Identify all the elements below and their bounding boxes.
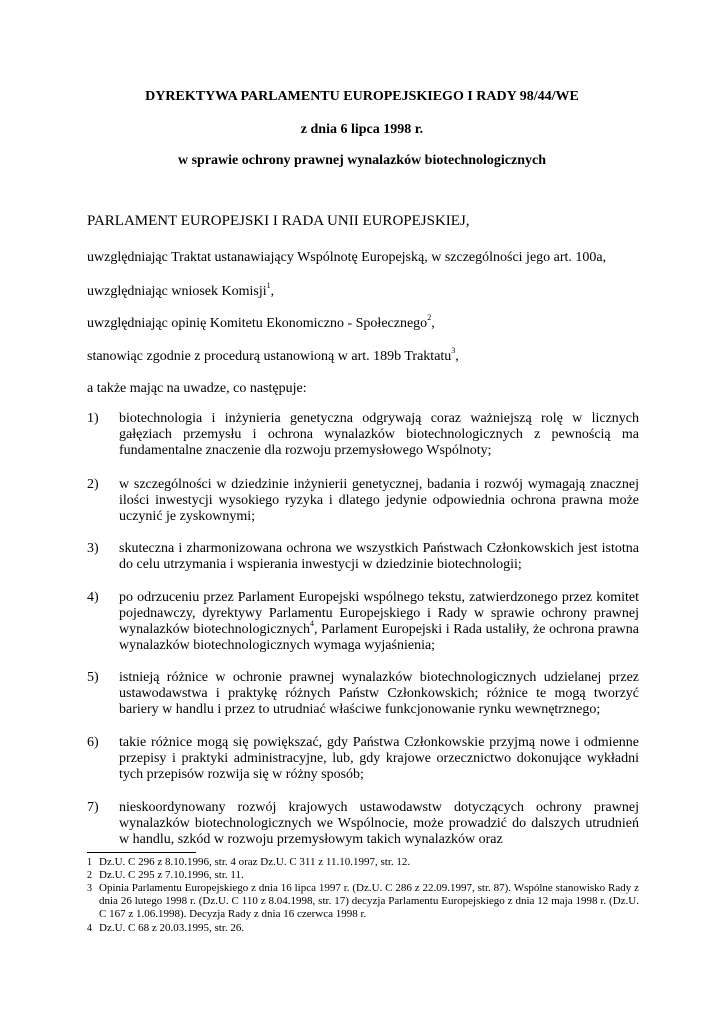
preamble-text: uwzględniając opinię Komitetu Ekonomiczno - Społecznego	[87, 316, 428, 331]
recital-item	[87, 670, 639, 718]
document-title: DYREKTYWA PARLAMENTU EUROPEJSKIEGO I RADY 98/44/WE	[145, 89, 579, 104]
recital-text: w szczególności w dziedzinie inżynierii genetycznej, badania i rozwój wymagają znacznej ilości inwestycji wysokiego ryzyka i dlatego jedynie odpowiednia ochrona prawna może uczynić je zyskownymi;	[119, 477, 639, 524]
footnote-text: Opinia Parlamentu Europejskiego z dnia 16 lipca 1997 r. (Dz.U. C 286 z 22.09.1997, str. 87). Wspólne stanowisko Rady z dnia 26 lutego 1998 r. (Dz.U. C 110 z 8.04.1998, str. 17) decyzja Parlamentu Europejskiego z dnia 12 maja 1998 r. (Dz.U. C 167 z 1.06.1998). Decyzja Rady z dnia 16 czerwca 1998 r.	[99, 882, 639, 920]
preamble-text: uwzględniając wniosek Komisji	[87, 284, 267, 299]
recital-item	[87, 541, 639, 573]
preamble-paragraph	[87, 346, 647, 365]
recital-number: 1)	[87, 411, 99, 426]
document-date: z dnia 6 lipca 1998 r.	[300, 122, 424, 137]
recital-item	[87, 735, 639, 783]
footnote	[87, 869, 639, 882]
recital-text-part: po odrzuceniu przez Parlament Europejski wspólnego tekstu, zatwierdzonego przez komitet pojednawczy, dyrektywy Parlamentu Europejskiego i Rady w sprawie ochrony prawnej wynalazków biotechnologicznych	[119, 590, 639, 637]
footnote-separator	[87, 852, 196, 853]
document-subject: w sprawie ochrony prawnej wynalazków biotechnologicznych	[177, 153, 547, 168]
preamble-paragraph	[87, 281, 647, 300]
recital-item	[87, 411, 639, 459]
preamble-punct: ,	[431, 316, 435, 331]
preamble-punct: ,	[455, 349, 459, 364]
recital-number: 2)	[87, 477, 99, 492]
recital-number: 6)	[87, 735, 99, 750]
recital-number: 7)	[87, 800, 99, 815]
footnote-ref: 4	[310, 619, 314, 629]
preamble-punct: ,	[270, 284, 275, 299]
preamble-text: stanowiąc zgodnie z procedurą ustanowioną w art. 189b Traktatu	[87, 349, 452, 364]
preamble-paragraph: a także mając na uwadze, co następuje:	[87, 381, 307, 396]
recital-text: istnieją różnice w ochronie prawnej wynalazków biotechnologicznych udzielanej przez ustawodawstwa i praktykę różnych Państw Członkowskich; różnice te mogą tworzyć bariery w handlu i przez to utrudniać właściwe funkcjonowanie rynku wewnętrznego;	[119, 670, 639, 717]
footnote-ref: 3	[451, 346, 456, 356]
recital-text: skuteczna i zharmonizowana ochrona we wszystkich Państwach Członkowskich jest istotna do celu utrzymania i wspierania inwestycji w dziedzinie biotechnologii;	[119, 541, 639, 572]
preamble-paragraph: uwzględniając Traktat ustanawiający Wspólnotę Europejską, w szczególności jego art. 100a,	[87, 250, 607, 265]
recital-number: 3)	[87, 541, 99, 556]
footnote	[87, 922, 639, 935]
recital-item	[87, 477, 639, 525]
recital-text: nieskoordynowany rozwój krajowych ustawodawstw dotyczących ochrony prawnej wynalazków biotechnologicznych we Wspólnocie, może prowadzić do dalszych utrudnień w handlu, szkód w rozwoju przemysłowym takich wynalazków oraz	[119, 800, 639, 847]
recital-text	[119, 590, 639, 654]
recital-number: 4)	[87, 590, 99, 605]
footnote-ref: 2	[427, 313, 432, 323]
footnote-number: 1	[87, 857, 92, 868]
footnote-number: 4	[87, 923, 92, 934]
footnote-ref: 1	[266, 281, 271, 291]
footnote	[87, 882, 639, 921]
footnote	[87, 856, 639, 869]
footnote-number: 3	[87, 883, 92, 894]
preamble-paragraph	[87, 313, 647, 332]
preamble-authors: PARLAMENT EUROPEJSKI I RADA UNII EUROPEJSKIEJ,	[87, 213, 470, 229]
recital-text: takie różnice mogą się powiększać, gdy Państwa Członkowskie przyjmą nowe i odmienne przepisy i praktyki administracyjne, lub, gdy krajowe orzecznictwo dokonujące wykładni tych przepisów rozwija się w różny sposób;	[119, 735, 639, 782]
recital-text: biotechnologia i inżynieria genetyczna odgrywają coraz ważniejszą rolę w licznych gałęziach przemysłu i ochrona wynalazków biotechnologicznych z pewnością ma fundamentalne znaczenie dla rozwoju przemysłowego Wspólnoty;	[119, 411, 639, 458]
footnote-text: Dz.U. C 68 z 20.03.1995, str. 26.	[99, 922, 245, 934]
footnote-number: 2	[87, 870, 92, 881]
recital-number: 5)	[87, 670, 99, 685]
footnote-text: Dz.U. C 296 z 8.10.1996, str. 4 oraz Dz.U. C 311 z 11.10.1997, str. 12.	[99, 856, 411, 868]
recital-item	[87, 800, 639, 848]
recital-text-part: , Parlament Europejski i Rada ustaliły, że ochrona prawna wynalazków biotechnologicznych wymaga wyjaśnienia;	[119, 622, 639, 653]
recital-item	[87, 590, 639, 654]
footnote-text: Dz.U. C 295 z 7.10.1996, str. 11.	[99, 869, 244, 881]
